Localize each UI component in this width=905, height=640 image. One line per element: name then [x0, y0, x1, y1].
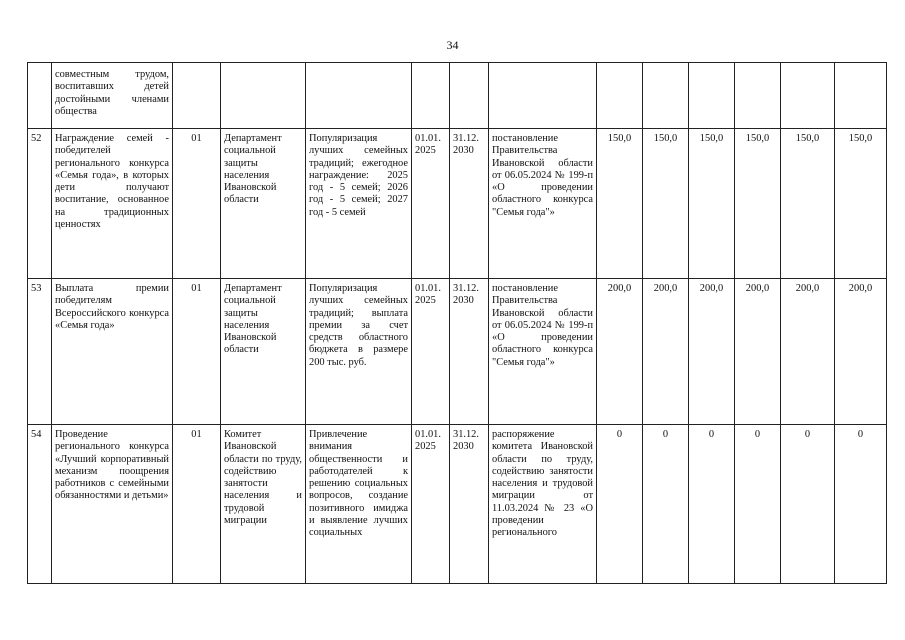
table-row — [28, 63, 887, 129]
table-row — [28, 129, 887, 279]
end-date: 31.12. 2030 — [450, 129, 489, 279]
funding-value: 200,0 — [689, 279, 735, 425]
code: 01 — [173, 129, 221, 279]
funding-value: 150,0 — [643, 129, 689, 279]
page-number: 34 — [446, 38, 459, 52]
funding-value — [689, 63, 735, 129]
expected-result: Привлечение внимания общественности и работодателей к решению социальных вопросов, создание позитивного имиджа и выявление лучших социальных — [306, 425, 412, 584]
table-row — [28, 425, 887, 584]
funding-value: 200,0 — [643, 279, 689, 425]
start-date: 01.01. 2025 — [412, 129, 450, 279]
end-date — [450, 63, 489, 129]
funding-value — [781, 63, 835, 129]
start-date: 01.01. 2025 — [412, 425, 450, 584]
measure-name: Проведение регионального конкурса «Лучший корпоративный механизм поощрения работников с семейными обязанностями и детьми» — [52, 425, 173, 584]
executor: Департамент социальной защиты населения Ивановской области — [221, 279, 306, 425]
funding-value: 200,0 — [735, 279, 781, 425]
funding-value: 150,0 — [781, 129, 835, 279]
funding-value: 0 — [735, 425, 781, 584]
expected-result: Популяризация лучших семейных традиций; выплата премии за счет средств областного бюджета в размере 200 тыс. руб. — [306, 279, 412, 425]
executor: Департамент социальной защиты населения Ивановской области — [221, 129, 306, 279]
row-number — [28, 63, 52, 129]
funding-value: 0 — [781, 425, 835, 584]
funding-value: 150,0 — [597, 129, 643, 279]
code: 01 — [173, 425, 221, 584]
legal-basis: постановление Правительства Ивановской области от 06.05.2024 № 199-п «О проведении областного конкурса "Семья года"» — [489, 129, 597, 279]
funding-value: 200,0 — [597, 279, 643, 425]
executor: Комитет Ивановской области по труду, содействию занятости населения и трудовой миграции — [221, 425, 306, 584]
funding-value — [597, 63, 643, 129]
funding-value: 0 — [643, 425, 689, 584]
legal-basis: распоряжение комитета Ивановской области по труду, содействию занятости населения и трудовой миграции от 11.03.2024 № 23 «О проведении регионального — [489, 425, 597, 584]
expected-result: Популяризация лучших семейных традиций; ежегодное награждение: 2025 год - 5 семей; 2026 год - 5 семей; 2027 год - 5 семей — [306, 129, 412, 279]
row-number: 52 — [28, 129, 52, 279]
row-number: 53 — [28, 279, 52, 425]
code: 01 — [173, 279, 221, 425]
expected-result — [306, 63, 412, 129]
funding-value: 150,0 — [835, 129, 887, 279]
end-date: 31.12. 2030 — [450, 425, 489, 584]
funding-value — [735, 63, 781, 129]
measure-name: Выплата премии победителям Всероссийского конкурса «Семья года» — [52, 279, 173, 425]
start-date — [412, 63, 450, 129]
program-measures-table — [27, 62, 887, 584]
legal-basis: постановление Правительства Ивановской области от 06.05.2024 № 199-п «О проведении областного конкурса "Семья года"» — [489, 279, 597, 425]
table-row — [28, 279, 887, 425]
funding-value: 0 — [597, 425, 643, 584]
funding-value — [643, 63, 689, 129]
funding-value: 200,0 — [835, 279, 887, 425]
start-date: 01.01. 2025 — [412, 279, 450, 425]
legal-basis — [489, 63, 597, 129]
end-date: 31.12. 2030 — [450, 279, 489, 425]
funding-value: 200,0 — [781, 279, 835, 425]
measure-name: Награждение семей - победителей регионального конкурса «Семья года», в которых дети получают воспитание, основанное на традиционных ценностях — [52, 129, 173, 279]
measure-name: совместным трудом, воспитавших детей достойными членами общества — [52, 63, 173, 129]
funding-value: 150,0 — [689, 129, 735, 279]
funding-value: 0 — [835, 425, 887, 584]
code — [173, 63, 221, 129]
funding-value — [835, 63, 887, 129]
executor — [221, 63, 306, 129]
funding-value: 0 — [689, 425, 735, 584]
funding-value: 150,0 — [735, 129, 781, 279]
row-number: 54 — [28, 425, 52, 584]
